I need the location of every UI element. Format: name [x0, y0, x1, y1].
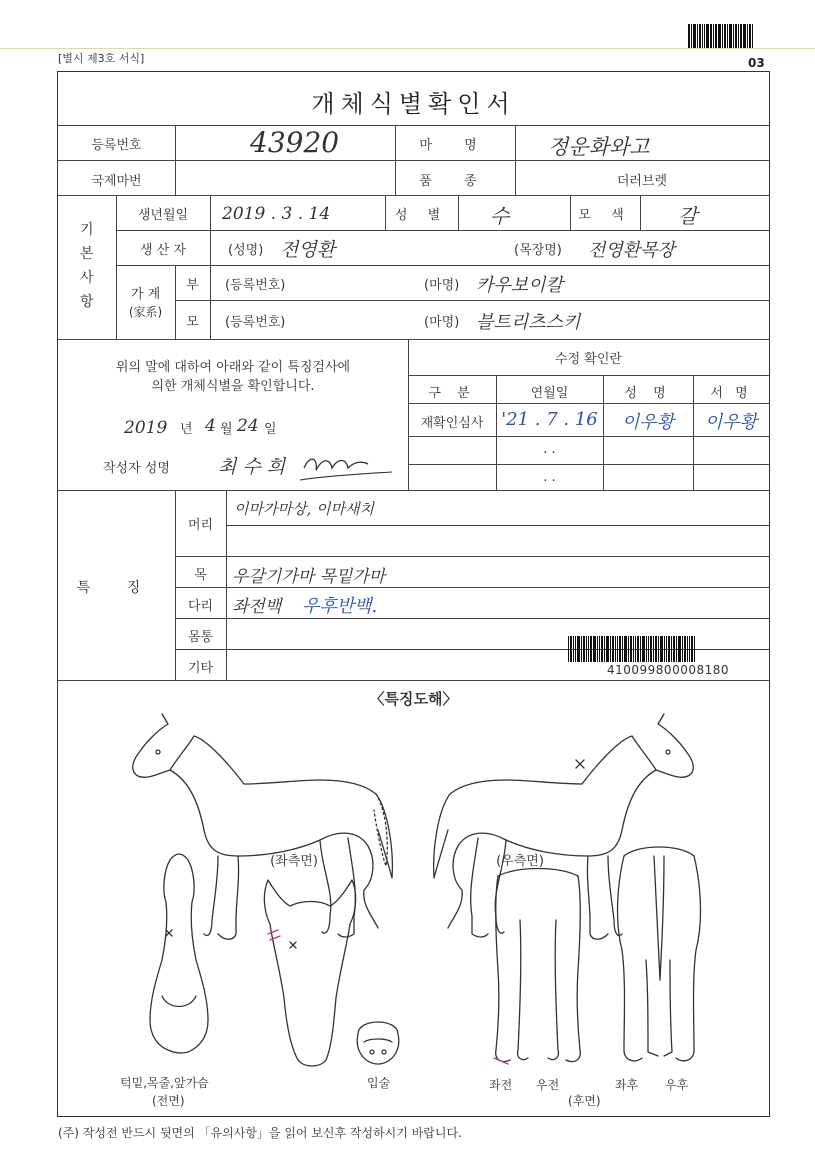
- statement-line-1: 위의 말에 대하여 아래와 같이 특징검사에: [115, 360, 351, 375]
- revision-row-type: 재확인심사: [420, 416, 484, 431]
- registration-label: 등록번호: [91, 138, 142, 153]
- pedigree-sub: (家系): [128, 305, 163, 319]
- dam-name-value: 블트리츠스키: [476, 312, 581, 333]
- pedigree-label: 가 계: [130, 287, 161, 302]
- dam-label: 모: [186, 315, 199, 330]
- breed-label: 품 종: [419, 174, 491, 189]
- rule: [58, 160, 769, 161]
- sex-label: 성 별: [394, 208, 449, 223]
- rule: [175, 618, 769, 619]
- front-caption: 턱밑,목줄,앞가슴: [120, 1076, 209, 1090]
- sire-reg-label: (등록번호): [225, 278, 286, 293]
- sex-value: 수: [490, 204, 510, 228]
- revision-row-date: . .: [543, 442, 556, 457]
- date-year: 2019: [124, 418, 168, 438]
- front-left-label: 좌전: [489, 1078, 513, 1092]
- neck-value: 우갈기가마 목밑가마: [232, 567, 386, 587]
- birth-date-label: 생년월일: [137, 208, 189, 223]
- horse-name-label: 마 명: [419, 138, 491, 153]
- rear-label: (후면): [568, 1094, 601, 1108]
- rule: [58, 125, 769, 126]
- horse-head-front-illustration: [264, 880, 355, 1066]
- farm-value: 전영환목장: [588, 240, 675, 261]
- rule: [175, 300, 769, 301]
- rule: [58, 195, 769, 196]
- rule: [175, 556, 769, 557]
- date-month: 4: [205, 416, 216, 436]
- dam-name-label: (마명): [424, 315, 460, 330]
- footer-note: (주) 작성전 반드시 뒷면의 「유의사항」을 읽어 보신후 작성하시기 바랍니다.: [58, 1126, 462, 1140]
- farm-label: (목장명): [514, 243, 562, 258]
- neck-label: 목: [194, 568, 207, 583]
- horse-diagram: [58, 680, 769, 1116]
- revision-header-sign: 서 명: [710, 386, 752, 401]
- horse-front-legs-illustration: [494, 869, 580, 1065]
- rule: [408, 375, 769, 376]
- left-side-label: (좌측면): [270, 854, 318, 869]
- rule: [226, 490, 227, 680]
- producer-label: 생 산 자: [140, 243, 186, 258]
- rule: [226, 525, 769, 526]
- right-side-label: (우측면): [496, 854, 544, 869]
- basic-info-section-label: 기본사항: [80, 222, 94, 310]
- front-right-label: 우전: [536, 1078, 560, 1092]
- writer-label: 작성자 성명: [103, 461, 170, 476]
- sire-label: 부: [186, 278, 199, 293]
- writer-signature: [296, 450, 396, 490]
- rule: [175, 125, 176, 195]
- form-label: [별시 제3호 서식]: [58, 52, 145, 65]
- other-label: 기타: [187, 661, 214, 676]
- horse-lips-illustration: [357, 1022, 399, 1064]
- intl-number-label: 국제마번: [91, 174, 142, 189]
- front-label: (전면): [152, 1094, 185, 1108]
- feature-barcode: [568, 636, 768, 662]
- birth-date-value: 2019 . 3 . 14: [222, 204, 331, 224]
- rule: [408, 403, 769, 404]
- barcode-number: 410099800008180: [606, 663, 730, 677]
- head-value: 이마가마상, 이마새치: [234, 500, 374, 518]
- head-label: 머리: [187, 518, 214, 533]
- date-day-unit: 일: [264, 422, 277, 437]
- revision-title: 수정 확인란: [555, 352, 622, 367]
- diagram-title: 〈특징도해〉: [369, 690, 458, 708]
- writer-value: 최수희: [218, 456, 292, 478]
- rule: [58, 339, 769, 340]
- rule: [408, 436, 769, 437]
- rule: [175, 587, 769, 588]
- barcode-top: [688, 24, 770, 48]
- coat-color-value: 갈: [678, 204, 698, 228]
- legs-value: 좌전백: [232, 597, 282, 617]
- date-month-unit: 월: [220, 422, 233, 437]
- rule: [58, 490, 769, 491]
- horse-front-chest-illustration: [150, 854, 208, 1053]
- sire-name-value: 카우보이칼: [476, 275, 563, 296]
- rule: [116, 265, 769, 266]
- revision-row-name: 이우황: [621, 412, 675, 433]
- date-day: 24: [237, 416, 259, 436]
- body-label: 몸통: [187, 630, 214, 645]
- revision-header-type: 구 분: [428, 386, 476, 401]
- top-rule: [0, 48, 815, 49]
- date-year-unit: 년: [180, 422, 193, 437]
- dam-reg-label: (등록번호): [225, 315, 286, 330]
- rule: [210, 195, 211, 230]
- producer-name-label: (성명): [228, 243, 264, 258]
- revision-row-date: . .: [543, 470, 556, 485]
- rule: [116, 230, 769, 231]
- rear-right-label: 우후: [665, 1078, 689, 1092]
- rule: [640, 195, 641, 230]
- revision-row-sign: 이우황: [704, 412, 758, 433]
- statement-line-2: 의한 개체식별을 확인합니다.: [151, 379, 315, 394]
- rear-left-label: 좌후: [615, 1078, 639, 1092]
- revision-row-date: '21 . 7 . 16: [501, 409, 598, 430]
- rule: [210, 230, 211, 265]
- horse-left-side-illustration: [133, 714, 393, 939]
- producer-name-value: 전영환: [280, 239, 336, 261]
- lips-label: 입술: [367, 1076, 391, 1090]
- horse-right-side-illustration: [434, 714, 694, 939]
- horse-rear-view-illustration: [618, 847, 701, 1061]
- horse-name-value: 정운화와고: [548, 135, 650, 159]
- breed-value: 더러브렛: [616, 174, 668, 189]
- revision-header-name: 성 명: [624, 386, 672, 401]
- sire-name-label: (마명): [424, 278, 460, 293]
- features-section-label: 특 징: [76, 580, 157, 596]
- page-number: 03: [748, 56, 765, 70]
- rule: [210, 265, 211, 339]
- rule: [408, 464, 769, 465]
- rule: [458, 195, 459, 230]
- legs-label: 다리: [187, 599, 214, 614]
- registration-value: 43920: [250, 126, 340, 159]
- legs-value-added: 우후반백.: [302, 596, 378, 617]
- coat-color-label: 모 색: [578, 208, 632, 223]
- revision-header-date: 연월일: [530, 386, 569, 401]
- page-title: 개체식별확인서: [311, 90, 516, 118]
